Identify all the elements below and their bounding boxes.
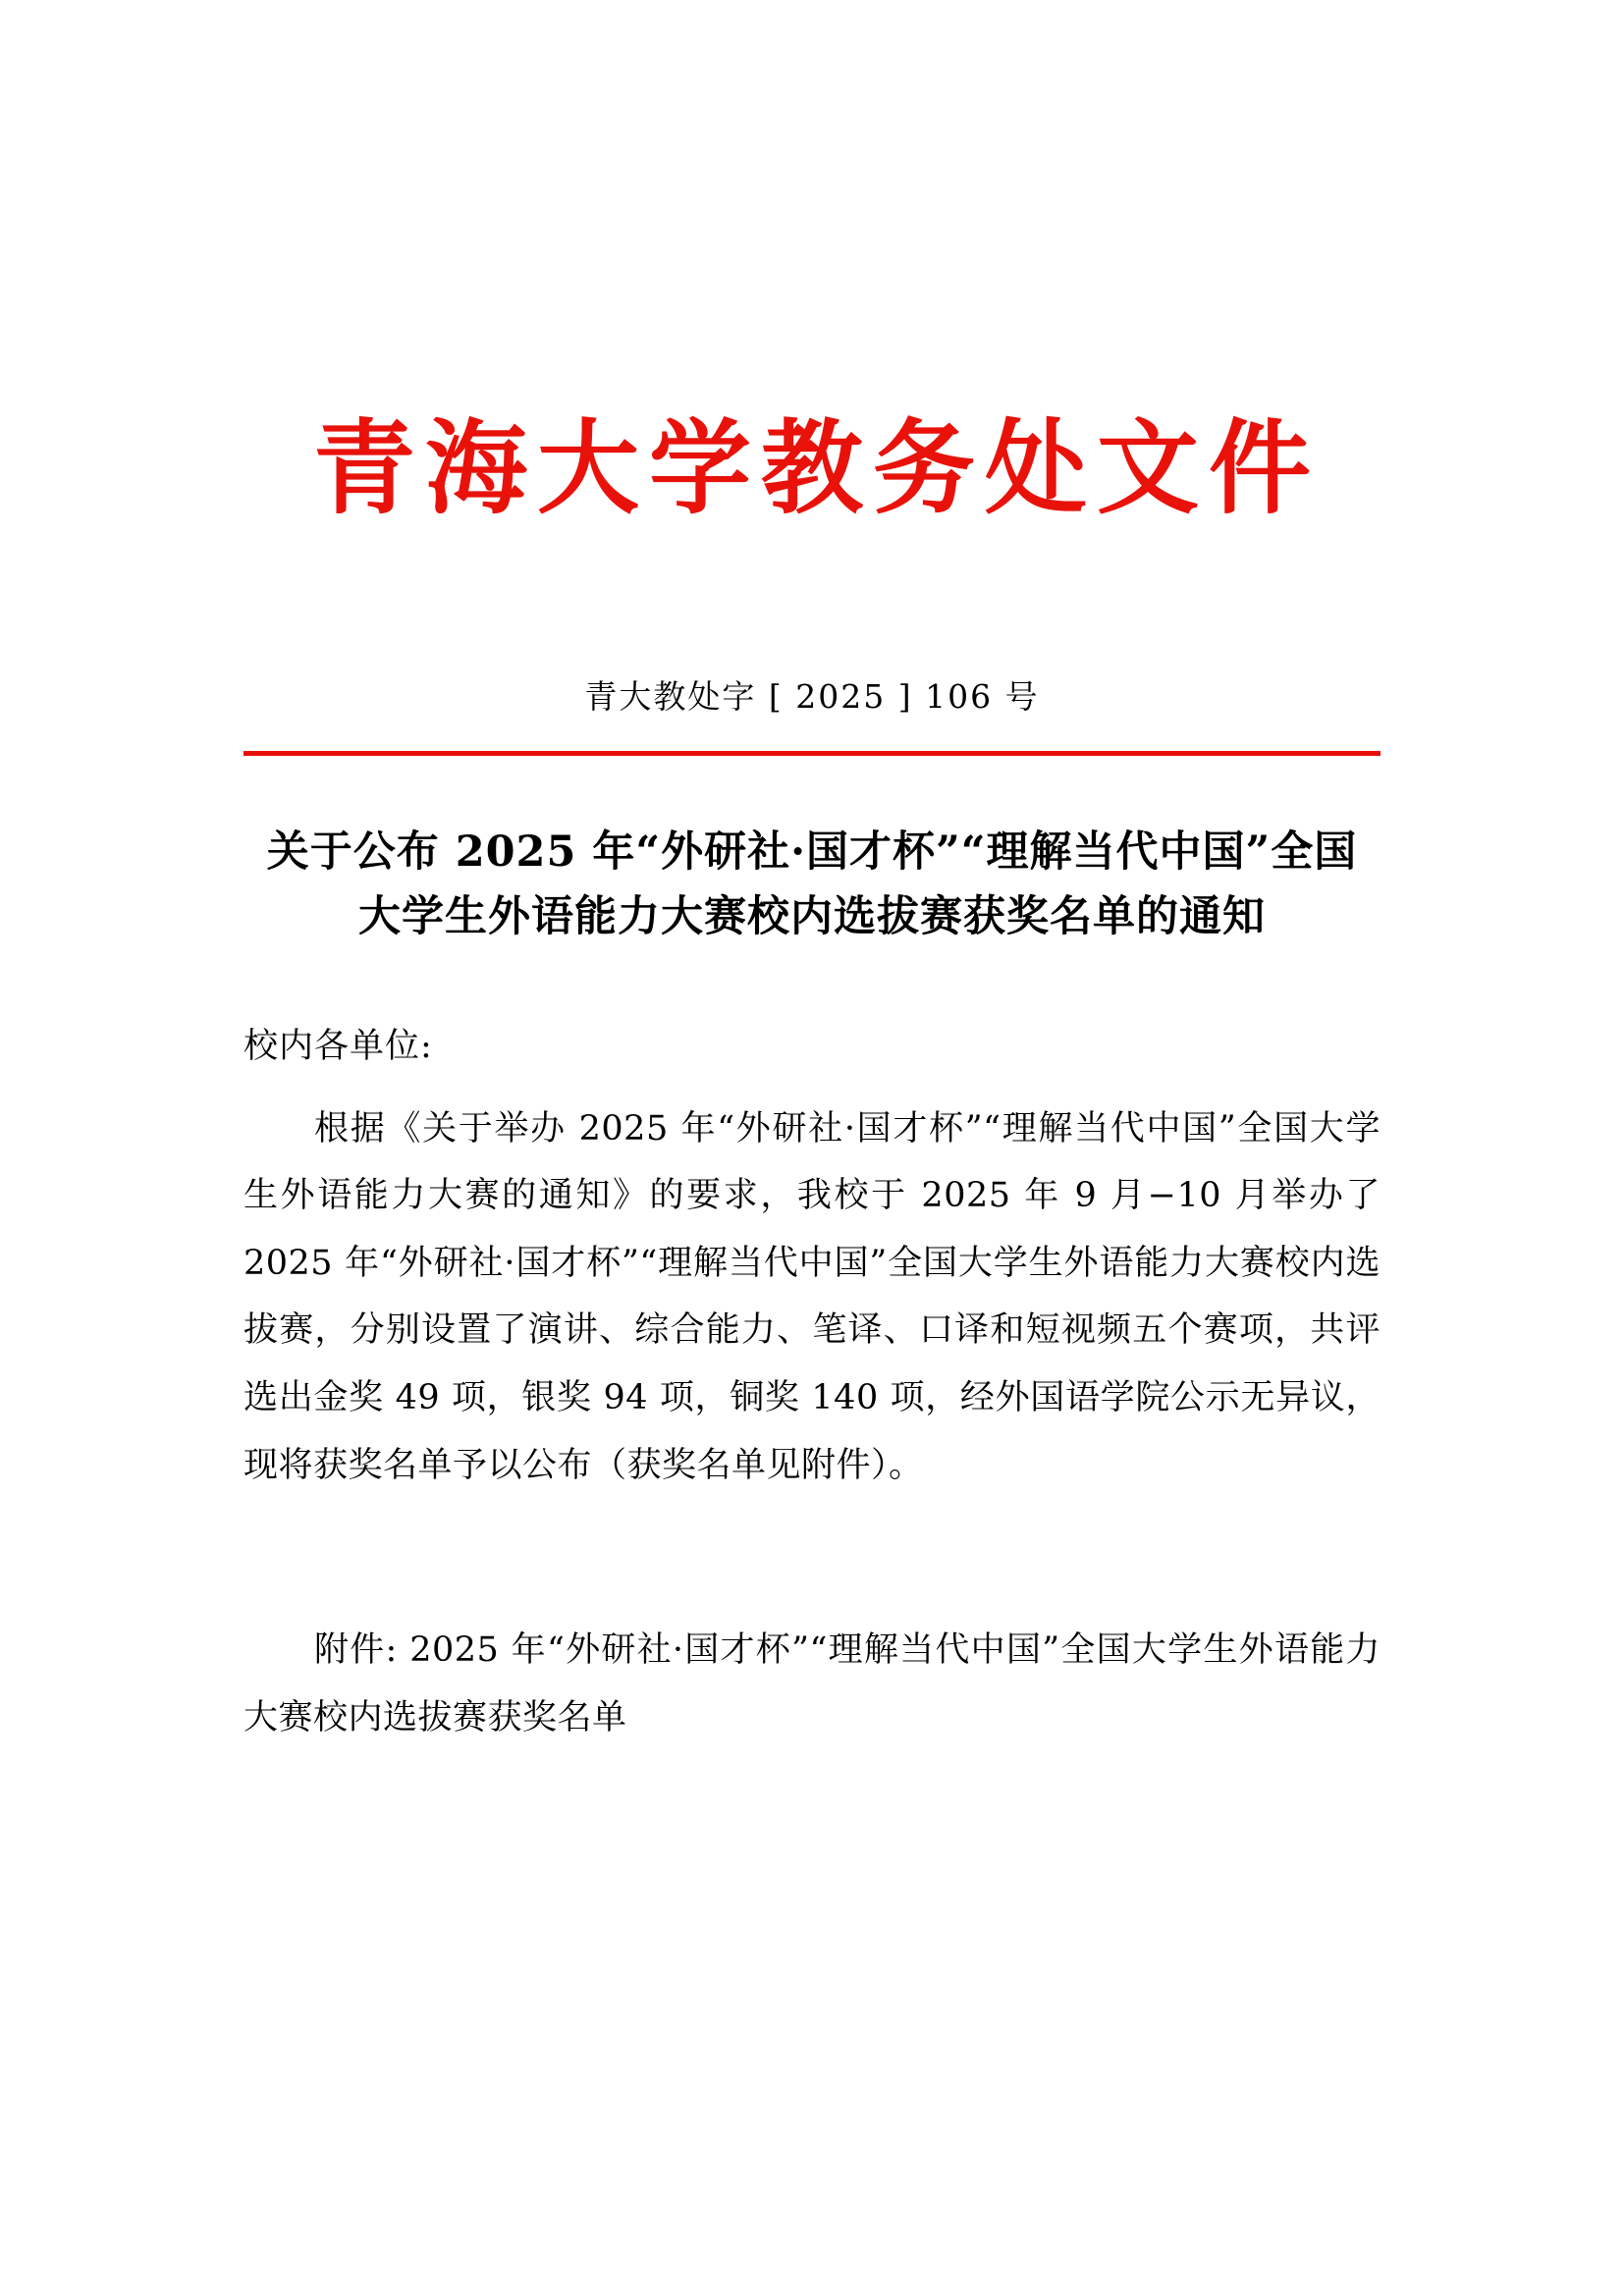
page-title: 关于公布 2025 年“外研社·国才杯”“理解当代中国”全国大学生外语能力大赛校内选拔赛获奖名单的通知 bbox=[266, 828, 1358, 941]
body-paragraph: 根据《关于举办 2025 年“外研社·国才杯”“理解当代中国”全国大学生外语能力大赛的通知》的要求，我校于 2025 年 9 月−10 月举办了 2025 年“外研社·国才杯”“理解当代中国”全国大学生外语能力大赛校内选拔赛，分别设置了演讲、综合能力、笔译、口译和短视频五个赛项，共评选出金奖 49 项，银奖 94 项，铜奖 140 项，经外国语学院公示无异议，现将获奖名单予以公布（获奖名单见附件）。 bbox=[244, 1108, 1380, 1485]
document-number: 青大教处字 [ 2025 ] 106 号 bbox=[584, 677, 1040, 717]
masthead-title: 青海大学教务处文件 bbox=[312, 407, 1321, 528]
attachment-note: 附件: 2025 年“外研社·国才杯”“理解当代中国”全国大学生外语能力大赛校内选拔赛获奖名单 bbox=[244, 1630, 1380, 1737]
red-separator-rule bbox=[244, 751, 1380, 756]
salutation: 校内各单位: bbox=[244, 1027, 433, 1067]
masthead bbox=[244, 0, 1380, 528]
